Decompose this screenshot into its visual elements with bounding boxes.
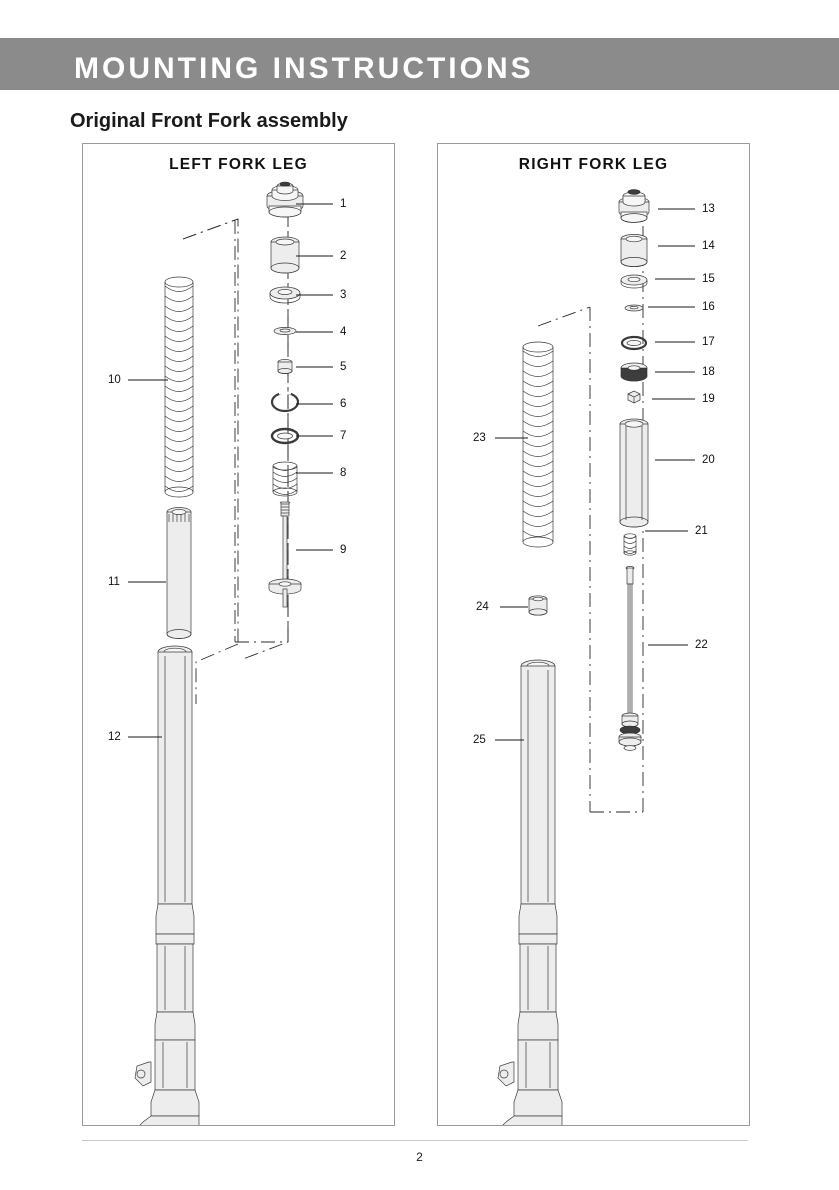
callout-8: 8 (340, 467, 347, 479)
part-8-short-spring (273, 462, 297, 496)
panel-title-left: LEFT FORK LEG (169, 156, 308, 173)
callout-9: 9 (340, 544, 347, 556)
callout-23: 23 (473, 432, 486, 444)
part-6-ring (272, 393, 298, 411)
part-3-washer (270, 287, 300, 303)
section-title: Original Front Fork assembly (70, 110, 348, 132)
callout-3: 3 (340, 289, 347, 301)
part-12-fork-tube-assembly (115, 646, 201, 1125)
part-14-spacer (621, 234, 647, 266)
part-22-piston-rod (619, 566, 641, 750)
callout-12: 12 (108, 731, 121, 743)
part-5-bushing (278, 359, 292, 373)
part-25-fork-tube-assembly (478, 660, 564, 1125)
callout-18: 18 (702, 366, 715, 378)
part-2-spacer (271, 237, 299, 273)
callout-2: 2 (340, 250, 347, 262)
part-16-thin-washer (625, 305, 643, 311)
part-1-fork-cap (267, 182, 303, 217)
part-18-seal (621, 363, 647, 381)
callout-15: 15 (702, 273, 715, 285)
panel-right-fork-leg (437, 143, 750, 1126)
callout-7: 7 (340, 430, 347, 442)
part-13-fork-cap (619, 190, 649, 223)
part-4-thin-washer (274, 327, 296, 334)
callout-16: 16 (702, 301, 715, 313)
callout-1: 1 (340, 198, 347, 210)
callout-10: 10 (108, 374, 121, 386)
callout-5: 5 (340, 361, 347, 373)
callout-4: 4 (340, 326, 347, 338)
callout-22: 22 (695, 639, 708, 651)
callout-11: 11 (108, 576, 120, 588)
left-fork-exploded-diagram (83, 144, 394, 1125)
callout-19: 19 (702, 393, 715, 405)
part-24-bushing (529, 596, 547, 615)
part-20-cartridge (620, 419, 648, 527)
part-9-damper-rod (269, 502, 301, 607)
page-header-title: MOUNTING INSTRUCTIONS (74, 52, 534, 85)
callout-13: 13 (702, 203, 715, 215)
page-number: 2 (416, 1150, 423, 1164)
callout-25: 25 (473, 734, 486, 746)
callout-17: 17 (702, 336, 715, 348)
panel-left-fork-leg (82, 143, 395, 1126)
footer-divider (82, 1140, 748, 1141)
callout-21: 21 (695, 525, 708, 537)
callout-14: 14 (702, 240, 715, 252)
part-7-oring (272, 429, 298, 443)
panel-title-right: RIGHT FORK LEG (518, 156, 669, 173)
part-21-small-spring (624, 534, 636, 555)
part-23-main-spring (523, 342, 553, 547)
part-19-nut (628, 391, 640, 403)
part-17-oring (622, 337, 646, 349)
callout-24: 24 (476, 601, 489, 613)
callout-6: 6 (340, 398, 347, 410)
part-10-main-spring (165, 277, 193, 497)
right-fork-exploded-diagram (438, 144, 749, 1125)
callout-20: 20 (702, 454, 715, 466)
part-11-inner-tube (167, 508, 191, 639)
